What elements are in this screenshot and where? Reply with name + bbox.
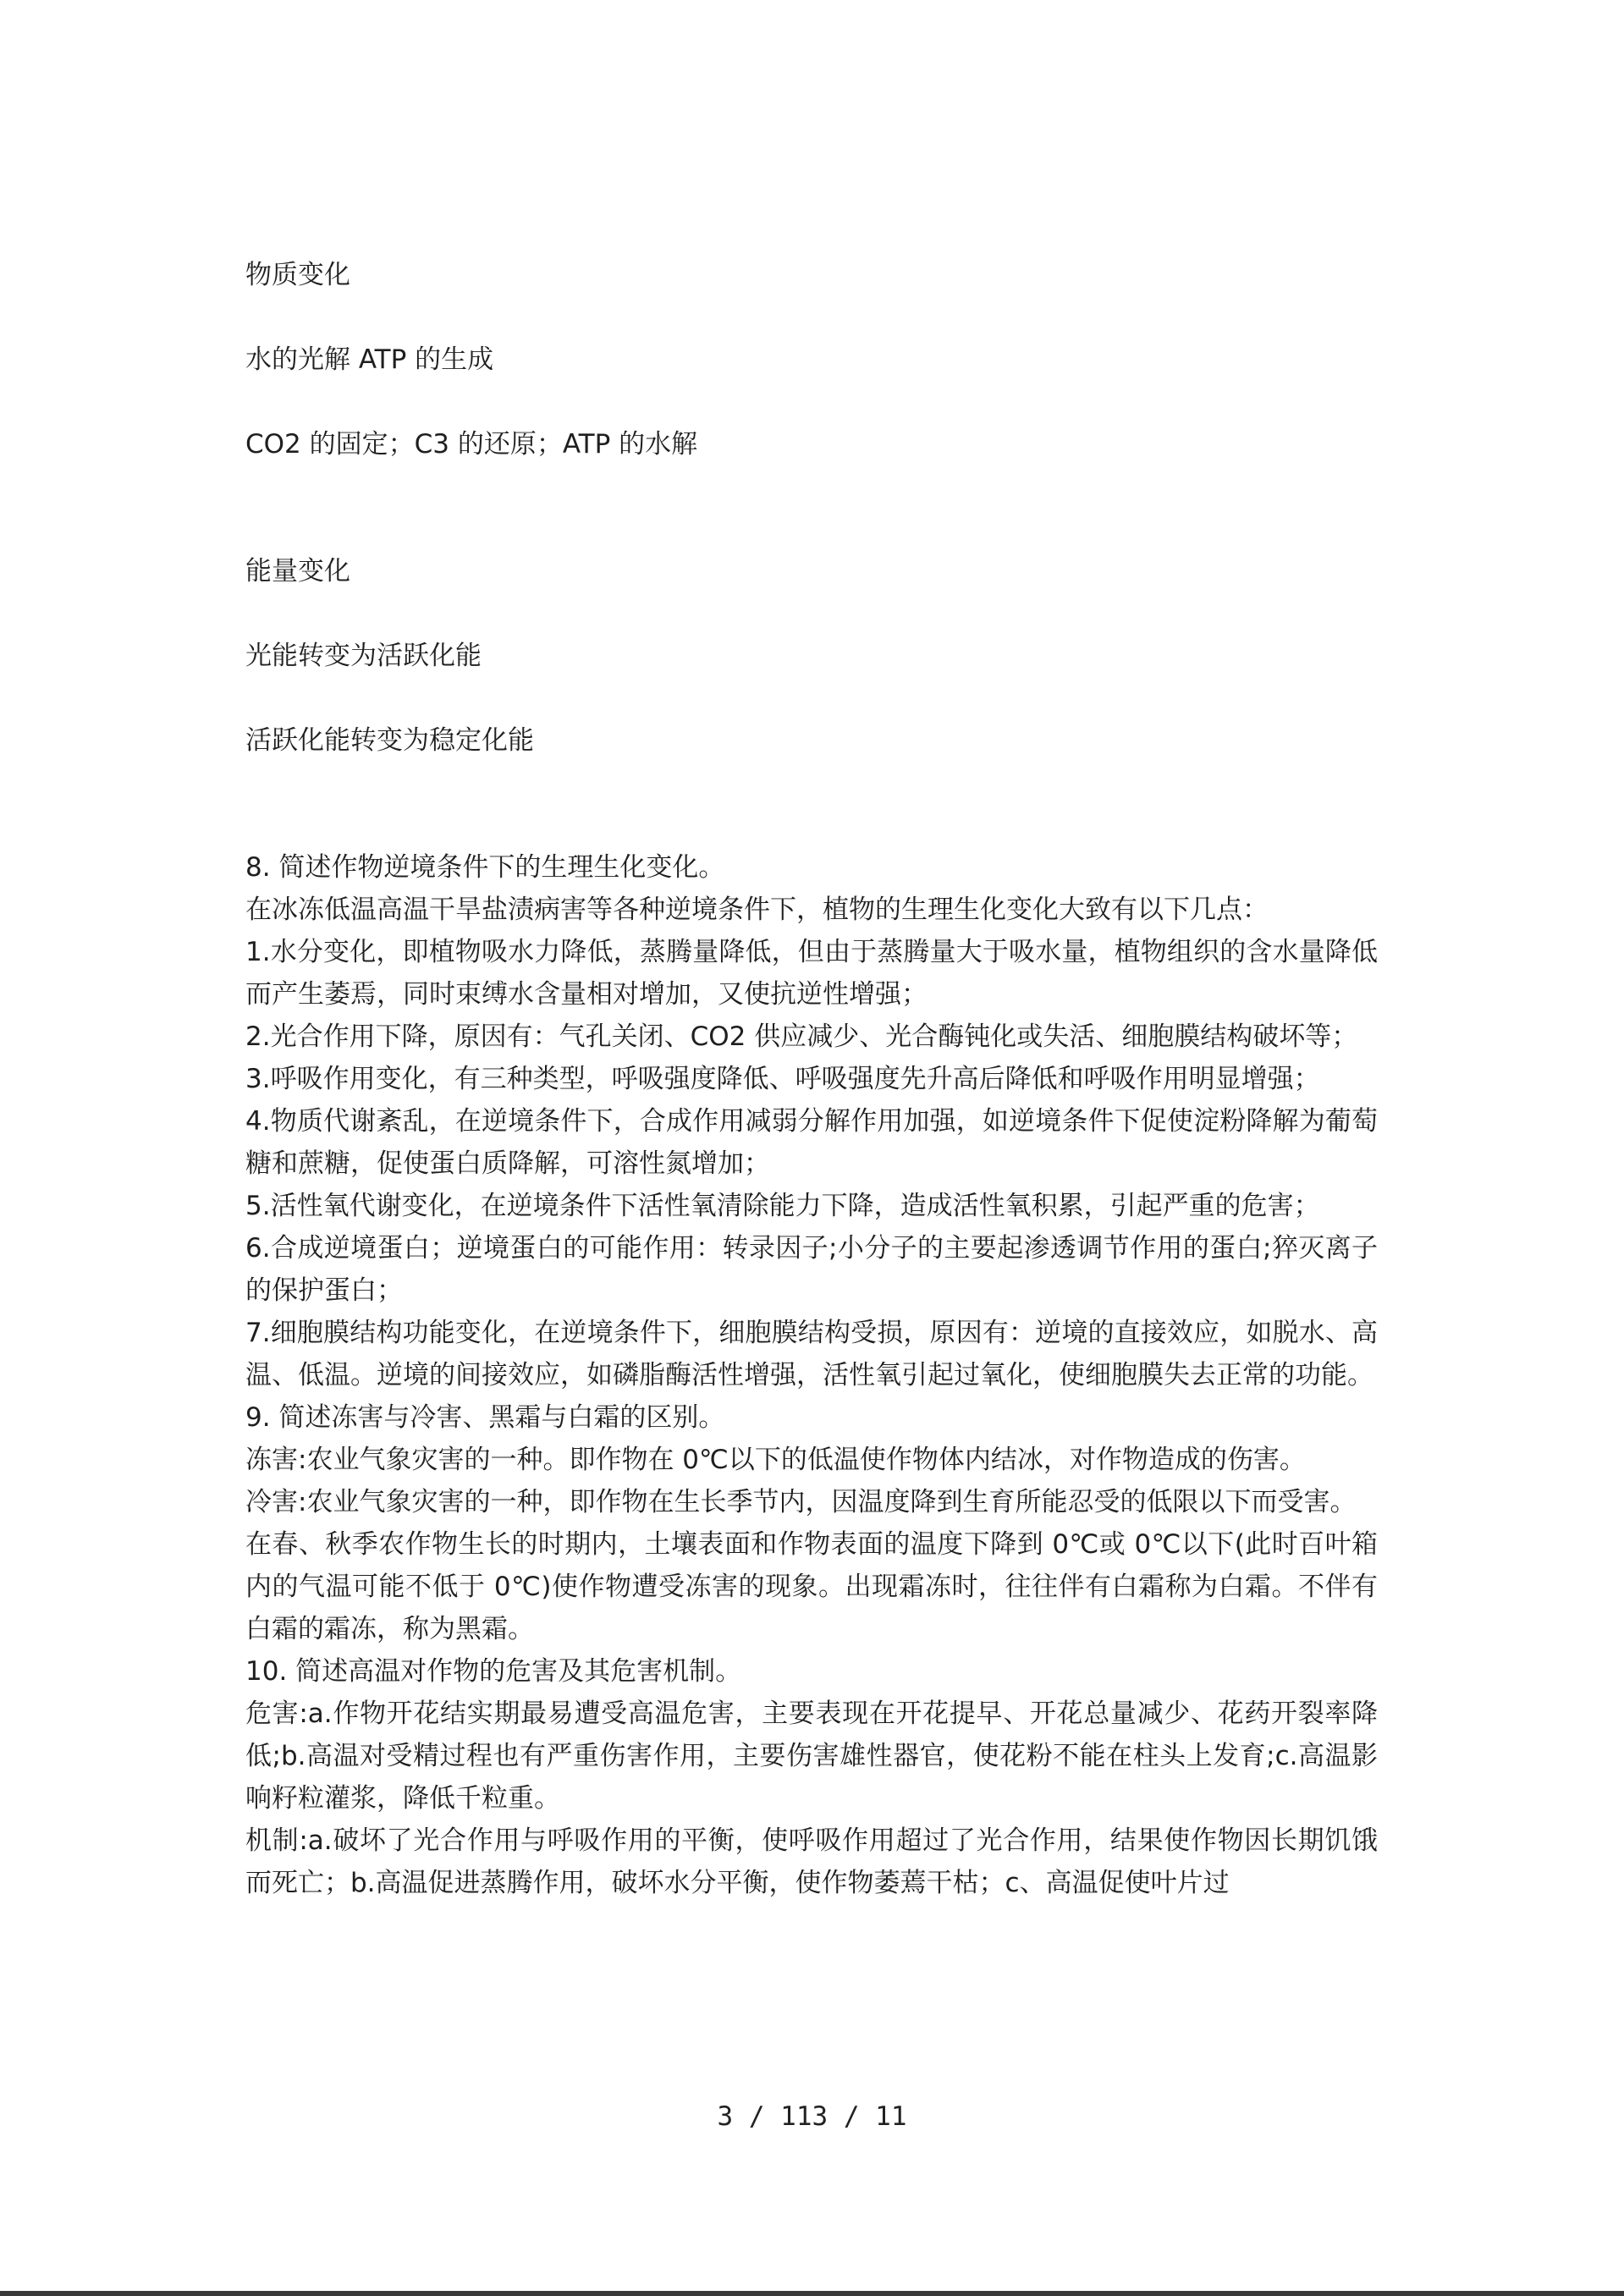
q9-freeze-injury: 冻害:农业气象灾害的一种。即作物在 0℃以下的低温使作物体内结冰，对作物造成的伤害。 bbox=[245, 1445, 1306, 1475]
q8-point-1: 1.水分变化，即植物吸水力降低，蒸腾量降低，但由于蒸腾量大于吸水量，植物组织的含水量降低而产生萎焉，同时束缚水含量相对增加，又使抗逆性增强； bbox=[245, 937, 1378, 1010]
q9-frost-definition: 在春、秋季农作物生长的时期内，土壤表面和作物表面的温度下降到 0℃或 0℃以下(此时百叶箱内的气温可能不低于 0℃)使作物遭受冻害的现象。出现霜冻时，往往伴有白霜称为白霜。不伴有白霜的霜冻，称为黑霜。 bbox=[245, 1529, 1378, 1644]
q8-point-5: 5.活性氧代谢变化，在逆境条件下活性氧清除能力下降，造成活性氧积累，引起严重的危害； bbox=[245, 1191, 1320, 1221]
page-content bbox=[245, 254, 1378, 1904]
light-reaction-substance: 水的光解 ATP 的生成 bbox=[245, 344, 494, 375]
dark-reaction-substance: CO2 的固定；C3 的还原；ATP 的水解 bbox=[245, 429, 698, 460]
summary-table-text bbox=[245, 254, 1378, 762]
page-number: 3 / 113 / 11 bbox=[717, 2101, 907, 2132]
question-8-intro: 在冰冻低温高温干旱盐渍病害等各种逆境条件下，植物的生理生化变化大致有以下几点： bbox=[245, 895, 1269, 925]
answers-body bbox=[245, 846, 1378, 1904]
q8-point-4: 4.物质代谢紊乱，在逆境条件下，合成作用减弱分解作用加强，如逆境条件下促使淀粉降解为葡萄糖和蔗糖，促使蛋白质降解，可溶性氮增加； bbox=[245, 1106, 1378, 1179]
question-9-heading: 9. 简述冻害与冷害、黑霜与白霜的区别。 bbox=[245, 1402, 725, 1433]
heading-substance-change: 物质变化 bbox=[245, 260, 350, 290]
q8-point-3: 3.呼吸作用变化，有三种类型，呼吸强度降低、呼吸强度先升高后降低和呼吸作用明显增强； bbox=[245, 1064, 1320, 1094]
q9-chilling-injury: 冷害:农业气象灾害的一种，即作物在生长季节内，因温度降到生育所能忍受的低限以下而受害。 bbox=[245, 1487, 1357, 1517]
q10-harm: 危害:a.作物开花结实期最易遭受高温危害，主要表现在开花提早、开花总量减少、花药开裂率降低;b.高温对受精过程也有严重伤害作用，主要伤害雄性器官，使花粉不能在柱头上发育;c.高温影响籽粒灌浆，降低千粒重。 bbox=[245, 1699, 1378, 1814]
dark-reaction-energy: 活跃化能转变为稳定化能 bbox=[245, 725, 534, 756]
light-reaction-energy: 光能转变为活跃化能 bbox=[245, 641, 482, 671]
question-10-heading: 10. 简述高温对作物的危害及其危害机制。 bbox=[245, 1656, 742, 1687]
q8-point-7: 7.细胞膜结构功能变化，在逆境条件下，细胞膜结构受损，原因有：逆境的直接效应，如脱水、高温、低温。逆境的间接效应，如磷脂酶活性增强，活性氧引起过氧化，使细胞膜失去正常的功能。 bbox=[245, 1318, 1378, 1390]
heading-energy-change: 能量变化 bbox=[245, 556, 350, 586]
question-8-heading: 8. 简述作物逆境条件下的生理生化变化。 bbox=[245, 852, 725, 883]
q8-point-2: 2.光合作用下降，原因有：气孔关闭、CO2 供应减少、光合酶钝化或失活、细胞膜结构破坏等； bbox=[245, 1021, 1358, 1052]
q10-mechanism: 机制:a.破坏了光合作用与呼吸作用的平衡，使呼吸作用超过了光合作用，结果使作物因长期饥饿而死亡；b.高温促进蒸腾作用，破坏水分平衡，使作物萎蔫干枯；c、高温促使叶片过 bbox=[245, 1825, 1378, 1898]
bottom-border bbox=[0, 2291, 1624, 2296]
q8-point-6: 6.合成逆境蛋白；逆境蛋白的可能作用：转录因子;小分子的主要起渗透调节作用的蛋白;猝灭离子的保护蛋白； bbox=[245, 1233, 1378, 1306]
